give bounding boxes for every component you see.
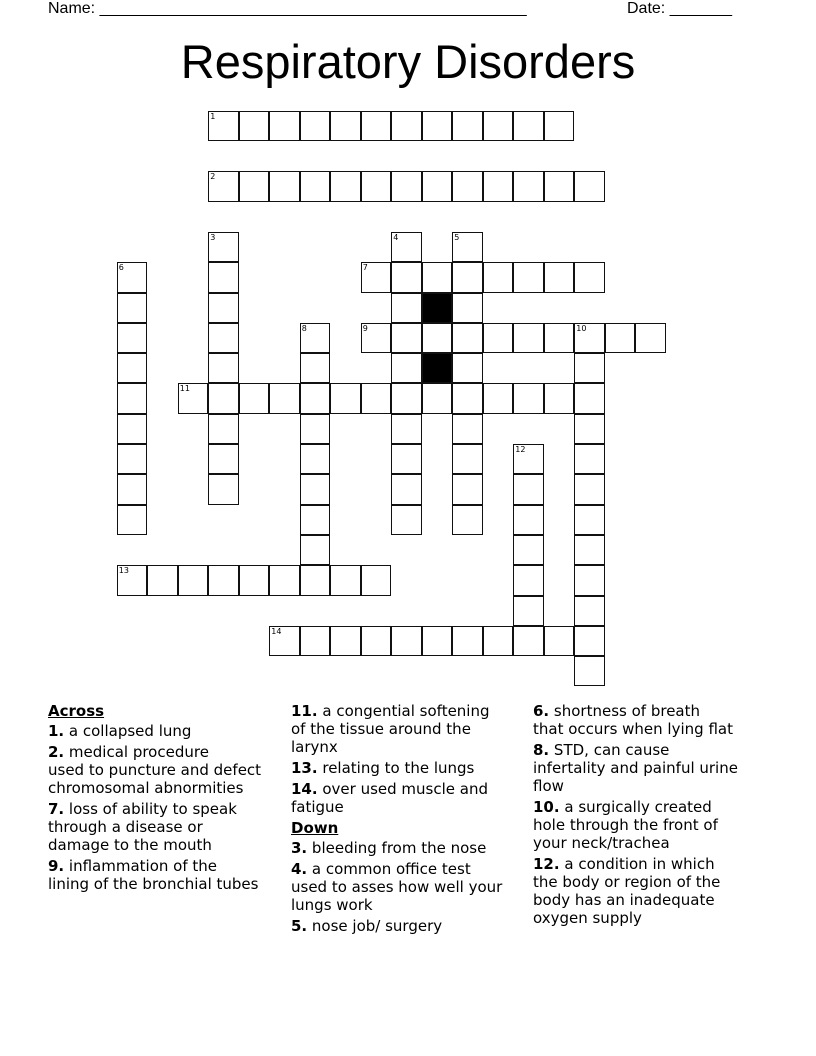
grid-cell[interactable]: [391, 474, 422, 504]
grid-cell[interactable]: [300, 626, 331, 656]
grid-cell[interactable]: [574, 626, 605, 656]
grid-cell[interactable]: [391, 232, 422, 262]
grid-cell[interactable]: [300, 444, 331, 474]
grid-cell[interactable]: [544, 323, 575, 353]
grid-cell[interactable]: [513, 505, 544, 535]
grid-cell[interactable]: [361, 262, 392, 292]
clue-down: 4. a common office test used to asses how well your lungs work: [291, 860, 503, 914]
grid-cell[interactable]: [574, 596, 605, 626]
grid-cell[interactable]: [605, 323, 636, 353]
grid-cell[interactable]: [117, 353, 148, 383]
clue-down: 3. bleeding from the nose: [291, 839, 487, 857]
clue-down: 8. STD, can cause infertality and painful urine flow: [533, 741, 738, 795]
clue-number: 9: [362, 323, 368, 333]
grid-cell[interactable]: [300, 474, 331, 504]
grid-cell[interactable]: [452, 293, 483, 323]
down-heading: Down: [291, 819, 339, 837]
grid-cell[interactable]: [513, 111, 544, 141]
grid-cell[interactable]: [513, 171, 544, 201]
grid-cell[interactable]: [391, 444, 422, 474]
grid-cell[interactable]: [269, 383, 300, 413]
grid-cell[interactable]: [452, 111, 483, 141]
grid-cell[interactable]: [574, 171, 605, 201]
grid-cell[interactable]: [269, 626, 300, 656]
grid-cell[interactable]: [391, 626, 422, 656]
grid-cell[interactable]: [117, 262, 148, 292]
grid-cell[interactable]: [574, 383, 605, 413]
grid-cell[interactable]: [117, 323, 148, 353]
grid-cell[interactable]: [391, 171, 422, 201]
grid-cell[interactable]: [117, 505, 148, 535]
grid-cell[interactable]: [513, 535, 544, 565]
grid-cell[interactable]: [208, 232, 239, 262]
grid-cell[interactable]: [422, 383, 453, 413]
grid-cell[interactable]: [422, 171, 453, 201]
grid-cell[interactable]: [330, 626, 361, 656]
grid-cell[interactable]: [483, 171, 514, 201]
grid-cell[interactable]: [178, 383, 209, 413]
grid-cell[interactable]: [269, 171, 300, 201]
black-cell: [422, 293, 453, 323]
grid-cell[interactable]: [117, 414, 148, 444]
grid-cell[interactable]: [574, 262, 605, 292]
grid-cell[interactable]: [208, 353, 239, 383]
grid-cell[interactable]: [391, 505, 422, 535]
grid-cell[interactable]: [330, 565, 361, 595]
grid-cell[interactable]: [147, 565, 178, 595]
grid-cell[interactable]: [513, 383, 544, 413]
grid-cell[interactable]: [361, 171, 392, 201]
grid-cell[interactable]: [513, 323, 544, 353]
date-field: Date: _______: [627, 0, 732, 17]
clues-column-1: [48, 702, 288, 896]
grid-cell[interactable]: [513, 444, 544, 474]
grid-cell[interactable]: [391, 353, 422, 383]
grid-cell[interactable]: [300, 565, 331, 595]
grid-cell[interactable]: [544, 171, 575, 201]
grid-cell[interactable]: [422, 262, 453, 292]
grid-cell[interactable]: [208, 414, 239, 444]
grid-cell[interactable]: [117, 383, 148, 413]
grid-cell[interactable]: [208, 171, 239, 201]
grid-cell[interactable]: [330, 111, 361, 141]
across-heading: Across: [48, 702, 105, 720]
grid-cell[interactable]: [208, 383, 239, 413]
clue-across: 11. a congential softening of the tissue around the larynx: [291, 702, 490, 756]
clue-across: 9. inflammation of the lining of the bronchial tubes: [48, 857, 259, 893]
grid-cell[interactable]: [330, 383, 361, 413]
grid-cell[interactable]: [300, 111, 331, 141]
clue-number: 7: [362, 263, 368, 273]
clue-number: 14: [271, 626, 282, 636]
grid-cell[interactable]: [269, 565, 300, 595]
grid-cell[interactable]: [117, 474, 148, 504]
grid-cell[interactable]: [178, 565, 209, 595]
clue-across: 2. medical procedure used to puncture and defect chromosomal abnormities: [48, 743, 262, 797]
grid-cell[interactable]: [483, 111, 514, 141]
grid-cell[interactable]: [574, 323, 605, 353]
grid-cell[interactable]: [422, 323, 453, 353]
grid-cell[interactable]: [208, 262, 239, 292]
grid-cell[interactable]: [361, 323, 392, 353]
clue-number: 1: [210, 111, 216, 121]
clue-number: 12: [515, 445, 526, 455]
clue-number: 4: [393, 232, 399, 242]
grid-cell[interactable]: [391, 383, 422, 413]
grid-cell[interactable]: [361, 383, 392, 413]
clue-across: 1. a collapsed lung: [48, 722, 192, 740]
grid-cell[interactable]: [239, 565, 270, 595]
grid-cell[interactable]: [361, 626, 392, 656]
grid-cell[interactable]: [452, 444, 483, 474]
grid-cell[interactable]: [574, 565, 605, 595]
clues-column-3: [533, 702, 773, 930]
clue-number: 11: [179, 384, 190, 394]
grid-cell[interactable]: [239, 111, 270, 141]
grid-cell[interactable]: [513, 474, 544, 504]
grid-cell[interactable]: [483, 383, 514, 413]
grid-cell[interactable]: [208, 444, 239, 474]
grid-cell[interactable]: [117, 293, 148, 323]
grid-cell[interactable]: [391, 293, 422, 323]
grid-cell[interactable]: [361, 111, 392, 141]
clue-number: 6: [118, 263, 124, 273]
grid-cell[interactable]: [391, 111, 422, 141]
grid-cell[interactable]: [208, 111, 239, 141]
grid-cell[interactable]: [422, 111, 453, 141]
clue-number: 2: [210, 172, 216, 182]
grid-cell[interactable]: [330, 171, 361, 201]
grid-cell[interactable]: [574, 505, 605, 535]
grid-cell[interactable]: [574, 656, 605, 686]
clue-down: 12. a condition in which the body or region of the body has an inadequate oxygen supply: [533, 855, 721, 927]
grid-cell[interactable]: [483, 323, 514, 353]
grid-cell[interactable]: [300, 535, 331, 565]
grid-cell[interactable]: [574, 535, 605, 565]
grid-cell[interactable]: [452, 505, 483, 535]
grid-cell[interactable]: [300, 383, 331, 413]
grid-cell[interactable]: [208, 474, 239, 504]
clue-across: 14. over used muscle and fatigue: [291, 780, 488, 816]
grid-cell[interactable]: [452, 474, 483, 504]
grid-cell[interactable]: [452, 414, 483, 444]
clue-number: 13: [118, 566, 129, 576]
grid-cell[interactable]: [391, 323, 422, 353]
clue-number: 8: [301, 323, 307, 333]
grid-cell[interactable]: [391, 414, 422, 444]
grid-cell[interactable]: [452, 171, 483, 201]
grid-cell[interactable]: [513, 565, 544, 595]
grid-cell[interactable]: [544, 383, 575, 413]
grid-cell[interactable]: [635, 323, 666, 353]
page-title: Respiratory Disorders: [180, 35, 636, 88]
clues-column-2: [291, 702, 531, 938]
grid-cell[interactable]: [513, 596, 544, 626]
grid-cell[interactable]: [208, 565, 239, 595]
grid-cell[interactable]: [544, 111, 575, 141]
grid-cell[interactable]: [117, 565, 148, 595]
grid-cell[interactable]: [574, 414, 605, 444]
clue-down: 6. shortness of breath that occurs when lying flat: [533, 702, 733, 738]
grid-cell[interactable]: [300, 505, 331, 535]
grid-cell[interactable]: [452, 232, 483, 262]
grid-cell[interactable]: [300, 171, 331, 201]
grid-cell[interactable]: [300, 414, 331, 444]
grid-cell[interactable]: [117, 444, 148, 474]
grid-cell[interactable]: [574, 474, 605, 504]
grid-cell[interactable]: [208, 323, 239, 353]
grid-cell[interactable]: [361, 565, 392, 595]
grid-cell[interactable]: [239, 383, 270, 413]
grid-cell[interactable]: [452, 626, 483, 656]
clue-across: 7. loss of ability to speak through a disease or damage to the mouth: [48, 800, 237, 854]
clue-down: 5. nose job/ surgery: [291, 917, 443, 935]
grid-cell[interactable]: [574, 444, 605, 474]
grid-cell[interactable]: [422, 626, 453, 656]
clue-number: 3: [210, 232, 216, 242]
grid-cell[interactable]: [269, 111, 300, 141]
clue-number: 5: [454, 232, 460, 242]
grid-cell[interactable]: [452, 353, 483, 383]
clue-number: 10: [576, 323, 587, 333]
grid-cell[interactable]: [452, 323, 483, 353]
grid-cell[interactable]: [391, 262, 422, 292]
name-field: Name: ________________________________________________: [48, 0, 527, 17]
clue-down: 10. a surgically created hole through the front of your neck/trachea: [533, 798, 718, 852]
grid-cell[interactable]: [300, 323, 331, 353]
grid-cell[interactable]: [513, 262, 544, 292]
grid-cell[interactable]: [300, 353, 331, 383]
grid-cell[interactable]: [239, 171, 270, 201]
grid-cell[interactable]: [452, 262, 483, 292]
clue-across: 13. relating to the lungs: [291, 759, 475, 777]
grid-cell[interactable]: [208, 293, 239, 323]
grid-cell[interactable]: [574, 353, 605, 383]
grid-cell[interactable]: [483, 262, 514, 292]
black-cell: [422, 353, 453, 383]
grid-cell[interactable]: [544, 626, 575, 656]
grid-cell[interactable]: [544, 262, 575, 292]
grid-cell[interactable]: [483, 626, 514, 656]
grid-cell[interactable]: [452, 383, 483, 413]
grid-cell[interactable]: [513, 626, 544, 656]
